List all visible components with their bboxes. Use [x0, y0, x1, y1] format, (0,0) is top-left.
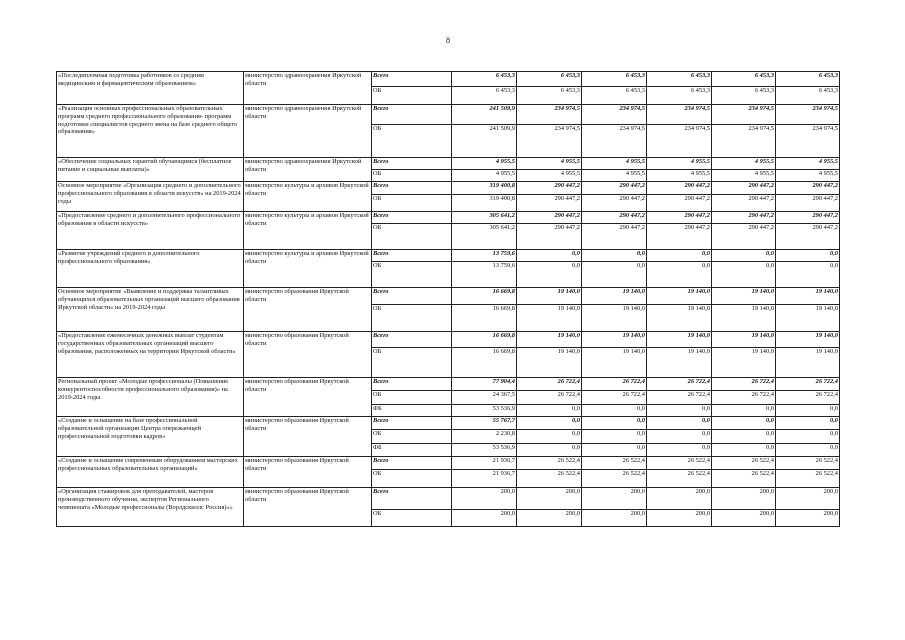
- amount-cell: 290 447,2: [776, 195, 840, 212]
- amount-cell: 13 759,6: [452, 250, 517, 262]
- table-row: [57, 488, 840, 510]
- amount-cell: 26 522,4: [712, 470, 776, 488]
- amount-cell: 290 447,2: [712, 224, 776, 250]
- amount-cell: 26 722,4: [776, 391, 840, 405]
- responsible-executor: министерство образования Иркутской области: [244, 417, 372, 457]
- amount-cell: 200,0: [452, 488, 517, 510]
- amount-cell: 234 974,5: [582, 105, 647, 125]
- amount-cell: 19 140,0: [776, 305, 840, 332]
- amount-cell: 4 955,5: [712, 170, 776, 182]
- funding-source: Всего: [372, 417, 452, 430]
- amount-cell: 26 722,4: [712, 378, 776, 391]
- funding-source: Всего: [372, 212, 452, 224]
- amount-cell: 4 955,5: [582, 170, 647, 182]
- amount-cell: 19 140,0: [776, 332, 840, 348]
- funding-source: ФБ: [372, 405, 452, 417]
- amount-cell: 290 447,2: [647, 224, 712, 250]
- table-row: [57, 182, 840, 195]
- funding-source: ОБ: [372, 510, 452, 527]
- amount-cell: 6 453,3: [582, 72, 647, 87]
- funding-source: Всего: [372, 105, 452, 125]
- amount-cell: 26 722,4: [517, 391, 582, 405]
- amount-cell: 6 453,3: [647, 72, 712, 87]
- amount-cell: 0,0: [712, 262, 776, 288]
- amount-cell: 4 955,5: [517, 170, 582, 182]
- table-row: [57, 72, 840, 87]
- amount-cell: 234 974,5: [517, 125, 582, 158]
- amount-cell: 290 447,2: [647, 212, 712, 224]
- responsible-executor: министерство образования Иркутской области: [244, 288, 372, 332]
- amount-cell: 6 453,3: [517, 72, 582, 87]
- amount-cell: 0,0: [647, 417, 712, 430]
- amount-cell: 21 936,7: [452, 457, 517, 470]
- amount-cell: 16 669,8: [452, 348, 517, 378]
- amount-cell: 290 447,2: [582, 224, 647, 250]
- responsible-executor: министерство культуры и архивов Иркутской области: [244, 182, 372, 212]
- amount-cell: 0,0: [582, 444, 647, 457]
- amount-cell: 319 400,8: [452, 195, 517, 212]
- activity-name: «Реализация основных профессиональных образовательных программ среднего профессионального образования- программ подготовки специалистов среднего звена на базе среднего общего образования»: [57, 105, 244, 158]
- amount-cell: 26 722,4: [582, 391, 647, 405]
- amount-cell: 290 447,2: [712, 182, 776, 195]
- amount-cell: 200,0: [776, 488, 840, 510]
- amount-cell: 200,0: [647, 510, 712, 527]
- responsible-executor: министерство образования Иркутской области: [244, 332, 372, 378]
- amount-cell: 6 453,3: [582, 87, 647, 105]
- amount-cell: 0,0: [582, 417, 647, 430]
- amount-cell: 21 936,7: [452, 470, 517, 488]
- funding-source: Всего: [372, 288, 452, 305]
- amount-cell: 26 522,4: [517, 457, 582, 470]
- amount-cell: 16 669,8: [452, 288, 517, 305]
- amount-cell: 0,0: [517, 430, 582, 444]
- amount-cell: 26 522,4: [776, 457, 840, 470]
- responsible-executor: министерство здравоохранения Иркутской области: [244, 158, 372, 182]
- funding-source: Всего: [372, 158, 452, 170]
- activity-name: «Обеспечение социальных гарантий обучающимся (бесплатное питание и социальные выплаты)»: [57, 158, 244, 182]
- amount-cell: 241 509,9: [452, 105, 517, 125]
- amount-cell: 4 955,5: [776, 158, 840, 170]
- amount-cell: 290 447,2: [712, 195, 776, 212]
- amount-cell: 26 522,4: [712, 457, 776, 470]
- amount-cell: 290 447,2: [582, 212, 647, 224]
- amount-cell: 26 522,4: [647, 457, 712, 470]
- amount-cell: 6 453,3: [712, 72, 776, 87]
- amount-cell: 0,0: [647, 430, 712, 444]
- amount-cell: 26 522,4: [517, 470, 582, 488]
- amount-cell: 0,0: [647, 250, 712, 262]
- amount-cell: 6 453,3: [452, 72, 517, 87]
- responsible-executor: министерство культуры и архивов Иркутской области: [244, 250, 372, 288]
- funding-source: ОБ: [372, 305, 452, 332]
- activity-name: Основное мероприятие «Организация среднего и дополнительного профессионального образования в области искусств» на 2019-2024 годы: [57, 182, 244, 212]
- amount-cell: 0,0: [712, 405, 776, 417]
- amount-cell: 290 447,2: [582, 182, 647, 195]
- amount-cell: 200,0: [712, 510, 776, 527]
- amount-cell: 4 955,5: [712, 158, 776, 170]
- amount-cell: 290 447,2: [517, 182, 582, 195]
- amount-cell: 77 904,4: [452, 378, 517, 391]
- amount-cell: 26 522,4: [582, 470, 647, 488]
- budget-table: [56, 71, 840, 527]
- funding-source: Всего: [372, 457, 452, 470]
- table-row: [57, 457, 840, 470]
- amount-cell: 234 974,5: [582, 125, 647, 158]
- amount-cell: 26 522,4: [582, 457, 647, 470]
- amount-cell: 290 447,2: [776, 182, 840, 195]
- activity-name: «Развитие учреждений среднего и дополнительного профессионального образования»: [57, 250, 244, 288]
- amount-cell: 0,0: [776, 405, 840, 417]
- amount-cell: 290 447,2: [647, 182, 712, 195]
- amount-cell: 0,0: [517, 444, 582, 457]
- amount-cell: 0,0: [712, 417, 776, 430]
- amount-cell: 26 722,4: [647, 391, 712, 405]
- amount-cell: 16 669,8: [452, 305, 517, 332]
- table-row: [57, 332, 840, 348]
- activity-name: Основное мероприятие «Выявление и поддержка талантливых обучающихся образовательных организаций высшего образования Иркутской области» на 2019-2024 годы: [57, 288, 244, 332]
- activity-name: «Создание и оснащение на базе профессиональной образовательной организации Центра опережающей профессиональной подготовки кадров»: [57, 417, 244, 457]
- amount-cell: 16 669,8: [452, 332, 517, 348]
- amount-cell: 0,0: [582, 430, 647, 444]
- amount-cell: 0,0: [712, 430, 776, 444]
- amount-cell: 290 447,2: [582, 195, 647, 212]
- amount-cell: 13 759,6: [452, 262, 517, 288]
- amount-cell: 0,0: [712, 444, 776, 457]
- amount-cell: 4 955,5: [647, 158, 712, 170]
- table-row: [57, 288, 840, 305]
- amount-cell: 0,0: [776, 417, 840, 430]
- amount-cell: 19 140,0: [776, 348, 840, 378]
- amount-cell: 200,0: [647, 488, 712, 510]
- funding-source: Всего: [372, 332, 452, 348]
- amount-cell: 55 767,7: [452, 417, 517, 430]
- amount-cell: 26 522,4: [776, 470, 840, 488]
- amount-cell: 26 522,4: [647, 470, 712, 488]
- amount-cell: 0,0: [647, 444, 712, 457]
- amount-cell: 26 722,4: [647, 378, 712, 391]
- table-row: [57, 250, 840, 262]
- amount-cell: 19 140,0: [517, 332, 582, 348]
- amount-cell: 0,0: [647, 405, 712, 417]
- amount-cell: 200,0: [582, 510, 647, 527]
- amount-cell: 0,0: [776, 262, 840, 288]
- amount-cell: 200,0: [452, 510, 517, 527]
- funding-source: ОБ: [372, 170, 452, 182]
- amount-cell: 234 974,5: [776, 105, 840, 125]
- amount-cell: 0,0: [517, 250, 582, 262]
- amount-cell: 19 140,0: [712, 305, 776, 332]
- activity-name: «Предоставление ежемесячных денежных выплат студентам государственных образовательных организаций высшего образования, расположенных на территории Иркутской области»: [57, 332, 244, 378]
- funding-source: ОБ: [372, 224, 452, 250]
- amount-cell: 6 453,3: [712, 87, 776, 105]
- funding-source: Всего: [372, 378, 452, 391]
- amount-cell: 234 974,5: [647, 125, 712, 158]
- table-body: [57, 72, 840, 527]
- funding-source: ОБ: [372, 195, 452, 212]
- amount-cell: 4 955,5: [452, 170, 517, 182]
- amount-cell: 0,0: [517, 405, 582, 417]
- amount-cell: 234 974,5: [517, 105, 582, 125]
- amount-cell: 19 140,0: [647, 332, 712, 348]
- responsible-executor: министерство образования Иркутской области: [244, 488, 372, 527]
- table-row: [57, 212, 840, 224]
- funding-source: Всего: [372, 72, 452, 87]
- funding-source: ОБ: [372, 87, 452, 105]
- funding-source: ОБ: [372, 430, 452, 444]
- amount-cell: 290 447,2: [712, 212, 776, 224]
- amount-cell: 26 722,4: [776, 378, 840, 391]
- amount-cell: 290 447,2: [776, 212, 840, 224]
- funding-source: ОБ: [372, 391, 452, 405]
- amount-cell: 0,0: [647, 262, 712, 288]
- amount-cell: 241 509,9: [452, 125, 517, 158]
- funding-source: Всего: [372, 488, 452, 510]
- amount-cell: 26 722,4: [517, 378, 582, 391]
- amount-cell: 0,0: [517, 262, 582, 288]
- amount-cell: 234 974,5: [712, 125, 776, 158]
- amount-cell: 200,0: [776, 510, 840, 527]
- amount-cell: 0,0: [582, 250, 647, 262]
- amount-cell: 6 453,3: [776, 87, 840, 105]
- responsible-executor: министерство здравоохранения Иркутской области: [244, 72, 372, 105]
- amount-cell: 200,0: [712, 488, 776, 510]
- amount-cell: 290 447,2: [647, 195, 712, 212]
- amount-cell: 305 641,2: [452, 224, 517, 250]
- amount-cell: 24 367,5: [452, 391, 517, 405]
- amount-cell: 0,0: [712, 250, 776, 262]
- amount-cell: 19 140,0: [582, 332, 647, 348]
- responsible-executor: министерство культуры и архивов Иркутской области: [244, 212, 372, 250]
- amount-cell: 0,0: [776, 444, 840, 457]
- activity-name: «Последипломная подготовка работников со средним медицинским и фармацевтическим образованием»: [57, 72, 244, 105]
- responsible-executor: министерство образования Иркутской области: [244, 457, 372, 488]
- amount-cell: 19 140,0: [582, 288, 647, 305]
- amount-cell: 2 230,8: [452, 430, 517, 444]
- funding-source: ОБ: [372, 470, 452, 488]
- funding-source: Всего: [372, 250, 452, 262]
- amount-cell: 6 453,3: [517, 87, 582, 105]
- amount-cell: 19 140,0: [582, 348, 647, 378]
- amount-cell: 4 955,5: [517, 158, 582, 170]
- amount-cell: 200,0: [517, 488, 582, 510]
- amount-cell: 0,0: [517, 417, 582, 430]
- activity-name: Региональный проект «Молодые профессионалы (Повышение конкурентоспособности профессионального образования)» на 2019-2024 годы: [57, 378, 244, 417]
- table-row: [57, 105, 840, 125]
- funding-source: ФБ: [372, 444, 452, 457]
- amount-cell: 19 140,0: [647, 288, 712, 305]
- amount-cell: 319 400,8: [452, 182, 517, 195]
- table-row: [57, 158, 840, 170]
- amount-cell: 53 536,9: [452, 405, 517, 417]
- amount-cell: 26 722,4: [712, 391, 776, 405]
- amount-cell: 19 140,0: [712, 288, 776, 305]
- amount-cell: 290 447,2: [776, 224, 840, 250]
- page-number: 8: [446, 36, 450, 45]
- amount-cell: 19 140,0: [647, 348, 712, 378]
- amount-cell: 4 955,5: [452, 158, 517, 170]
- activity-name: «Создание и оснащение современным оборудованием мастерских профессиональных образовательных организаций»: [57, 457, 244, 488]
- amount-cell: 234 974,5: [776, 125, 840, 158]
- amount-cell: 53 536,9: [452, 444, 517, 457]
- amount-cell: 0,0: [776, 250, 840, 262]
- amount-cell: 290 447,2: [517, 224, 582, 250]
- amount-cell: 4 955,5: [582, 158, 647, 170]
- amount-cell: 26 722,4: [582, 378, 647, 391]
- amount-cell: 4 955,5: [776, 170, 840, 182]
- amount-cell: 0,0: [776, 430, 840, 444]
- amount-cell: 19 140,0: [776, 288, 840, 305]
- amount-cell: 19 140,0: [517, 288, 582, 305]
- amount-cell: 234 974,5: [647, 105, 712, 125]
- amount-cell: 234 974,5: [712, 105, 776, 125]
- amount-cell: 0,0: [582, 262, 647, 288]
- amount-cell: 6 453,3: [647, 87, 712, 105]
- activity-name: «Организация стажировок для преподавателей, мастеров производственного обучения, экспертов Регионального чемпионата «Молодые профессионалы (Ворлдскиллс Россия)»»: [57, 488, 244, 527]
- amount-cell: 19 140,0: [582, 305, 647, 332]
- activity-name: «Предоставление среднего и дополнительного профессионального образования в области искусств»: [57, 212, 244, 250]
- amount-cell: 4 955,5: [647, 170, 712, 182]
- funding-source: Всего: [372, 182, 452, 195]
- table-row: [57, 378, 840, 391]
- amount-cell: 19 140,0: [712, 348, 776, 378]
- funding-source: ОБ: [372, 348, 452, 378]
- amount-cell: 290 447,2: [517, 212, 582, 224]
- amount-cell: 0,0: [582, 405, 647, 417]
- funding-source: ОБ: [372, 262, 452, 288]
- amount-cell: 19 140,0: [517, 348, 582, 378]
- amount-cell: 200,0: [582, 488, 647, 510]
- amount-cell: 305 641,2: [452, 212, 517, 224]
- amount-cell: 19 140,0: [712, 332, 776, 348]
- table-row: [57, 417, 840, 430]
- amount-cell: 200,0: [517, 510, 582, 527]
- funding-source: ОБ: [372, 125, 452, 158]
- amount-cell: 290 447,2: [517, 195, 582, 212]
- amount-cell: 19 140,0: [517, 305, 582, 332]
- responsible-executor: министерство образования Иркутской области: [244, 378, 372, 417]
- responsible-executor: министерство здравоохранения Иркутской области: [244, 105, 372, 158]
- amount-cell: 6 453,3: [776, 72, 840, 87]
- amount-cell: 6 453,3: [452, 87, 517, 105]
- amount-cell: 19 140,0: [647, 305, 712, 332]
